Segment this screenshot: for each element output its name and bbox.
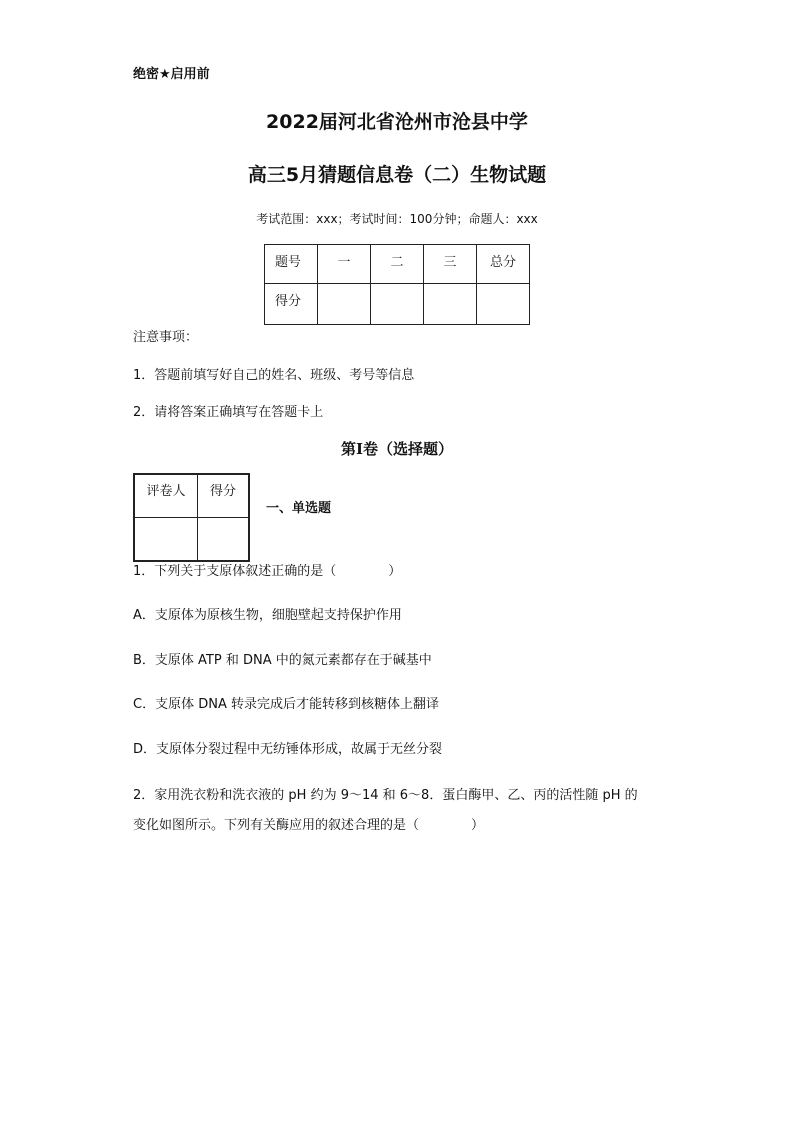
score-cell[interactable] [424, 284, 477, 325]
grader-header-cell: 评卷人 [134, 474, 198, 518]
score-table-header-row [265, 245, 530, 284]
score-table-score-row [265, 284, 530, 325]
grader-header-cell: 得分 [198, 474, 250, 518]
question-option: B．支原体 ATP 和 DNA 中的氮元素都存在于碱基中 [133, 653, 432, 668]
grader-value-row [134, 518, 249, 562]
score-header-cell: 三 [424, 245, 477, 284]
question-stem: 2．家用洗衣粉和洗衣液的 pH 约为 9～14 和 6～8．蛋白酶甲、乙、丙的活性随 pH 的 [133, 788, 638, 803]
note-item: 2．请将答案正确填写在答题卡上 [133, 405, 324, 420]
question-stem-continued: 变化如图所示。下列有关酶应用的叙述合理的是（ ） [133, 818, 485, 833]
part-title: 第I卷（选择题） [340, 440, 454, 458]
exam-info: 考试范围：xxx；考试时间：100分钟；命题人：xxx [256, 212, 538, 226]
exam-title: 2022届河北省沧州市沧县中学 [266, 111, 528, 133]
question-option: A．支原体为原核生物，细胞壁起支持保护作用 [133, 608, 402, 623]
score-cell[interactable] [318, 284, 371, 325]
grader-cell[interactable] [134, 518, 198, 562]
score-row-label: 得分 [265, 284, 318, 325]
grader-header-row [134, 474, 249, 518]
grader-cell[interactable] [198, 518, 250, 562]
grader-table [133, 473, 250, 562]
score-header-cell: 总分 [477, 245, 530, 284]
score-table [264, 244, 530, 325]
score-cell[interactable] [477, 284, 530, 325]
secret-mark: 绝密★启用前 [133, 67, 210, 82]
score-header-cell: 二 [371, 245, 424, 284]
score-header-cell: 一 [318, 245, 371, 284]
note-item: 1．答题前填写好自己的姓名、班级、考号等信息 [133, 368, 415, 383]
question-stem: 1．下列关于支原体叙述正确的是（ ） [133, 564, 402, 579]
score-header-cell: 题号 [265, 245, 318, 284]
exam-subtitle: 高三5月猜题信息卷（二）生物试题 [247, 164, 547, 186]
question-option: C．支原体 DNA 转录完成后才能转移到核糖体上翻译 [133, 697, 439, 712]
question-option: D．支原体分裂过程中无纺锤体形成，故属于无丝分裂 [133, 742, 443, 757]
section-title: 一、单选题 [266, 501, 332, 516]
notes-title: 注意事项： [133, 330, 199, 345]
score-cell[interactable] [371, 284, 424, 325]
